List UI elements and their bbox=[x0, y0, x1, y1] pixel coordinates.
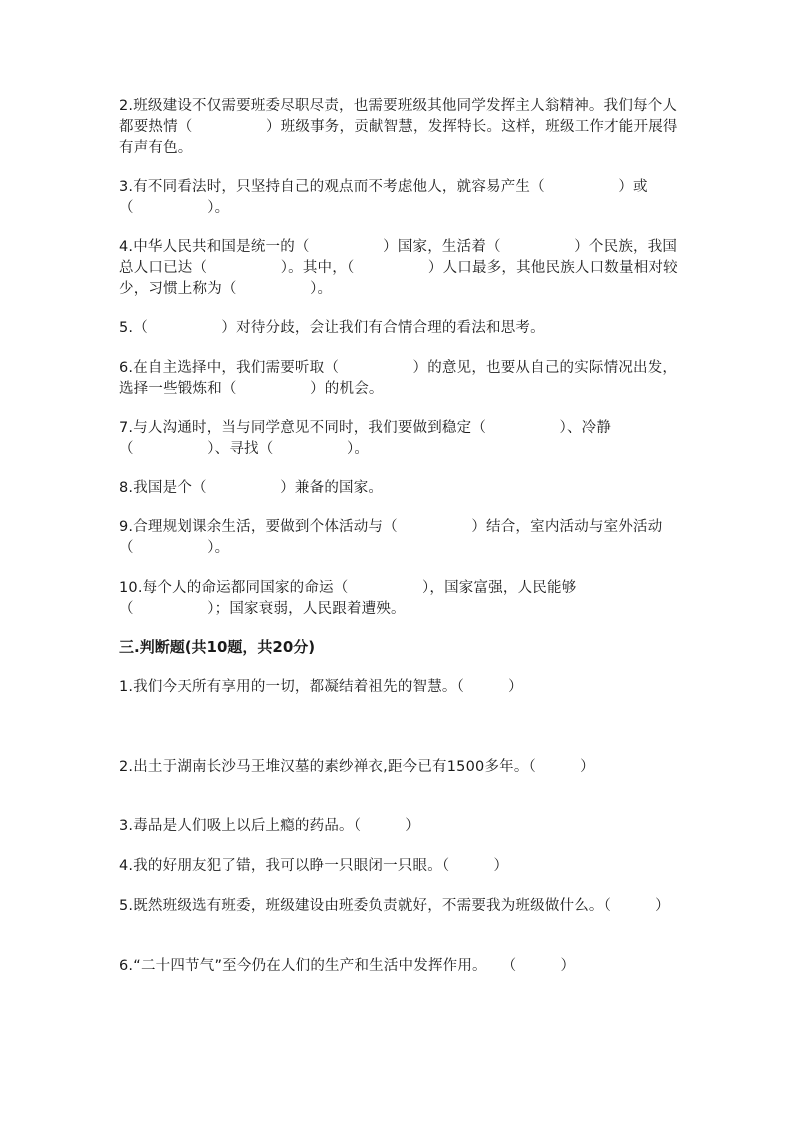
judgement-question-4: 4.我的好朋友犯了错，我可以睁一只眼闭一只眼。（ ） bbox=[119, 858, 509, 874]
fill-blank-question-2: 2.班级建设不仅需要班委尽职尽责，也需要班级其他同学发挥主人翁精神。我们每个人都要热情（ ）班级事务，贡献智慧，发挥特长。这样，班级工作才能开展得有声有色。 bbox=[119, 98, 678, 156]
fill-blank-question-9: 9.合理规划课余生活，要做到个体活动与（ ）结合，室内活动与室外活动（ ）。 bbox=[119, 519, 663, 556]
judgement-question-1: 1.我们今天所有享用的一切，都凝结着祖先的智慧。（ ） bbox=[119, 679, 523, 695]
fill-blank-question-7: 7.与人沟通时，当与同学意见不同时，我们要做到稳定（ ）、冷静（ ）、寻找（ ）。 bbox=[119, 420, 612, 457]
section-title-judgement: 三.判断题(共10题，共20分) bbox=[119, 638, 316, 656]
fill-blank-question-10: 10.每个人的命运都同国家的命运（ ），国家富强，人民能够（ ）；国家衰弱，人民跟着遭殃。 bbox=[119, 580, 577, 617]
fill-blank-question-6: 6.在自主选择中，我们需要听取（ ）的意见，也要从自己的实际情况出发，选择一些锻炼和（ ）的机会。 bbox=[119, 360, 678, 397]
fill-blank-question-4: 4.中华人民共和国是统一的（ ）国家，生活着（ ）个民族，我国总人口已达（ ）。其中，（ ）人口最多，其他民族人口数量相对较少，习惯上称为（ ）。 bbox=[119, 239, 678, 297]
judgement-question-3: 3.毒品是人们吸上以后上瘾的药品。（ ） bbox=[119, 818, 420, 834]
judgement-question-2: 2.出土于湖南长沙马王堆汉墓的素纱禅衣,距今已有1500多年。（ ） bbox=[119, 759, 595, 775]
judgement-question-6: 6.“二十四节气”至今仍在人们的生产和生活中发挥作用。 （ ） bbox=[119, 958, 576, 974]
fill-blank-question-3: 3.有不同看法时，只坚持自己的观点而不考虑他人，就容易产生（ ）或（ ）。 bbox=[119, 179, 648, 216]
fill-blank-question-5: 5.（ ）对待分歧，会让我们有合情合理的看法和思考。 bbox=[119, 320, 545, 336]
fill-blank-question-8: 8.我国是个（ ）兼备的国家。 bbox=[119, 480, 384, 496]
judgement-question-5: 5.既然班级选有班委，班级建设由班委负责就好，不需要我为班级做什么。（ ） bbox=[119, 898, 670, 914]
